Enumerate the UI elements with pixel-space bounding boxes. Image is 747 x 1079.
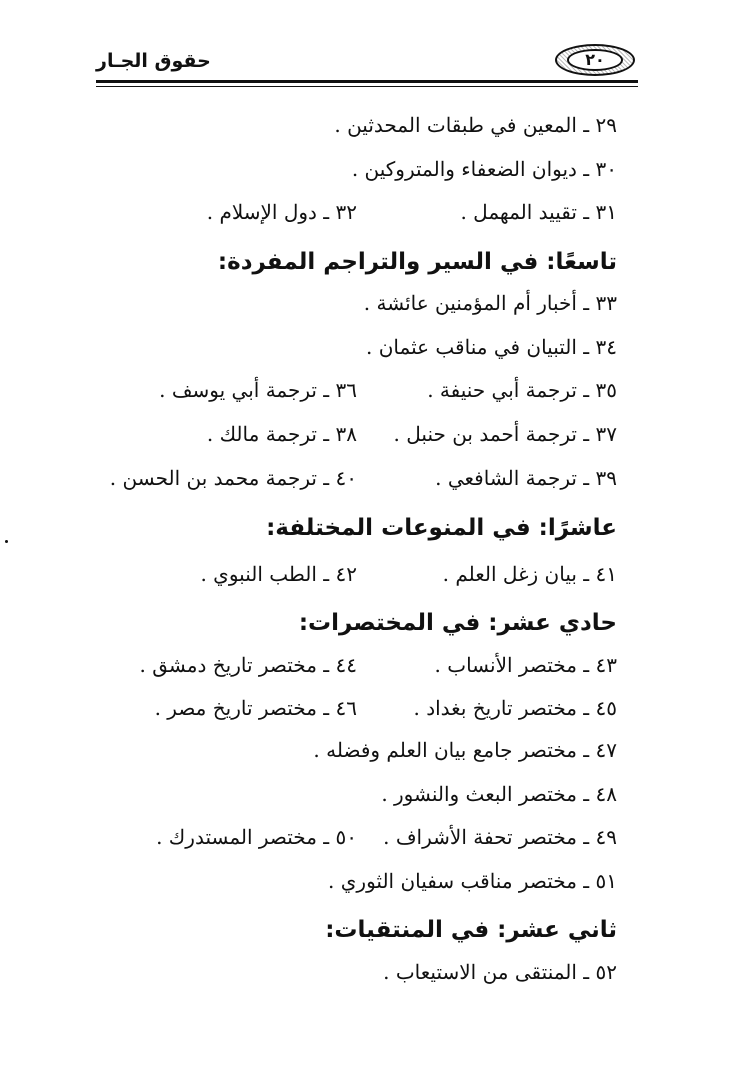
list-item: ٤٩ ـ مختصر تحفة الأشراف .: [383, 825, 617, 849]
list-row: [0, 328, 747, 366]
list-row: [0, 953, 747, 991]
scan-speck: [5, 540, 8, 543]
page-number-badge: [555, 44, 635, 76]
section-heading: عاشرًا: في المنوعات المختلفة:: [266, 515, 617, 541]
list-row: [0, 415, 747, 453]
list-row: [0, 106, 747, 144]
list-item: ٣٩ ـ ترجمة الشافعي .: [435, 466, 617, 490]
list-item: ٥٠ ـ مختصر المستدرك .: [156, 825, 357, 849]
list-row: [0, 150, 747, 188]
list-row: [0, 775, 747, 813]
header-rule-thick: [96, 80, 638, 83]
list-item: ٥٢ ـ المنتقى من الاستيعاب .: [383, 960, 617, 984]
list-row: [0, 193, 747, 231]
list-item: ٥١ ـ مختصر مناقب سفيان الثوري .: [328, 869, 617, 893]
page-number: ٢٠: [585, 50, 605, 69]
section-heading: تاسعًا: في السير والتراجم المفردة:: [217, 249, 617, 275]
list-row: [0, 646, 747, 684]
list-item: ٣٨ ـ ترجمة مالك .: [206, 422, 357, 446]
section-heading: حادي عشر: في المختصرات:: [298, 610, 617, 636]
list-item: ٣٥ ـ ترجمة أبي حنيفة .: [427, 378, 617, 402]
header-rule-thin: [96, 86, 638, 87]
list-item: ٣٤ ـ التبيان في مناقب عثمان .: [366, 335, 617, 359]
list-item: ٤٠ ـ ترجمة محمد بن الحسن .: [109, 466, 357, 490]
list-item: ٣٠ ـ ديوان الضعفاء والمتروكين .: [351, 157, 617, 181]
list-item: ٢٩ ـ المعين في طبقات المحدثين .: [334, 113, 617, 137]
list-row: [0, 731, 747, 769]
list-row: [0, 284, 747, 322]
list-row: [0, 555, 747, 593]
running-title: حقوق الجـار: [96, 50, 211, 72]
list-item: ٤٢ ـ الطب النبوي .: [200, 562, 357, 586]
list-row: [0, 459, 747, 497]
list-item: ٣٣ ـ أخبار أم المؤمنين عائشة .: [363, 291, 617, 315]
list-item: ٤٣ ـ مختصر الأنساب .: [434, 653, 617, 677]
list-item: ٤٨ ـ مختصر البعث والنشور .: [381, 782, 617, 806]
list-row: [0, 862, 747, 900]
list-item: ٣٦ ـ ترجمة أبي يوسف .: [159, 378, 357, 402]
list-item: ٤٦ ـ مختصر تاريخ مصر .: [154, 696, 357, 720]
list-item: ٣٢ ـ دول الإسلام .: [206, 200, 357, 224]
list-item: ٤٧ ـ مختصر جامع بيان العلم وفضله .: [313, 738, 617, 762]
list-row: [0, 818, 747, 856]
list-item: ٣١ ـ تقييد المهمل .: [460, 200, 617, 224]
section-heading: ثاني عشر: في المنتقيات:: [325, 917, 617, 943]
list-item: ٤١ ـ بيان زغل العلم .: [442, 562, 617, 586]
list-item: ٤٥ ـ مختصر تاريخ بغداد .: [413, 696, 617, 720]
list-item: ٤٤ ـ مختصر تاريخ دمشق .: [139, 653, 357, 677]
list-row: [0, 371, 747, 409]
list-row: [0, 689, 747, 727]
list-item: ٣٧ ـ ترجمة أحمد بن حنبل .: [393, 422, 617, 446]
